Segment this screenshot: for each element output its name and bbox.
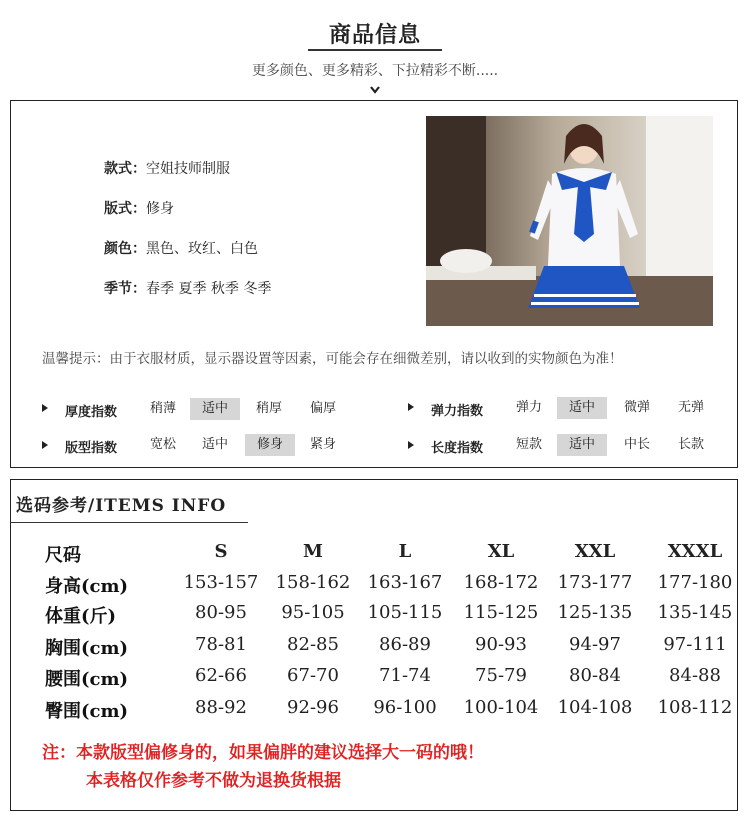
size-cell: 115-125 [463,602,539,623]
size-cell: 62-66 [195,665,247,686]
size-cell: 163-167 [367,572,443,593]
size-cell: 97-111 [663,634,727,655]
section-title: 商品信息 [328,23,421,48]
arrow-right-icon [408,403,414,411]
spec-season: 季节：春季 夏季 秋季 冬季 [104,281,272,297]
size-cell: 82-85 [287,634,339,655]
measure-label: 身高(cm) [45,576,129,597]
index-option: 紧身 [309,437,336,452]
size-column-header: XXXL [667,541,723,562]
index-row-length [408,434,728,456]
arrow-right-icon [42,404,48,412]
size-column-header: XL [487,541,515,562]
spec-fit: 版式：修身 [104,201,174,217]
fit-note: 注：本款版型偏修身的，如果偏胖的建议选择大一码的哦！ [42,743,484,763]
index-label: 厚度指数 [65,405,118,420]
measure-label: 体重(斤) [45,606,117,627]
arrow-right-icon [42,441,48,449]
index-option: 短款 [515,437,542,452]
size-cell: 86-89 [379,634,431,655]
spec-color: 颜色：黑色、玫红、白色 [104,241,258,257]
size-cell: 75-79 [475,665,527,686]
size-cell: 125-135 [557,602,633,623]
product-photo [426,116,713,326]
size-cell: 90-93 [475,634,527,655]
size-cell: 168-172 [463,572,539,593]
index-option: 偏厚 [309,401,336,416]
size-cell: 84-88 [669,665,721,686]
size-cell: 177-180 [657,572,733,593]
index-row-elasticity [408,397,728,419]
size-column-header: S [214,541,228,562]
size-cell: 158-162 [275,572,351,593]
index-row-thickness [42,398,362,420]
measure-label: 胸围(cm) [45,638,129,659]
title-underline [308,49,442,51]
index-option-selected: 修身 [245,434,295,456]
size-cell: 67-70 [287,665,339,686]
size-cell: 153-157 [183,572,259,593]
size-cell: 135-145 [657,602,733,623]
size-cell: 92-96 [287,697,339,718]
index-option: 长款 [677,437,704,452]
size-cell: 80-95 [195,602,247,623]
notice-text: 温馨提示：由于衣服材质，显示器设置等因素，可能会存在细微差别，请以收到的实物颜色为准！ [42,351,623,367]
size-cell: 94-97 [569,634,621,655]
size-cell: 100-104 [463,697,539,718]
index-option: 弹力 [515,400,542,415]
size-cell: 104-108 [557,697,633,718]
chevron-down-icon [369,84,381,96]
index-option: 适中 [201,437,228,452]
measure-label: 腰围(cm) [45,669,129,690]
index-option-selected: 适中 [557,434,607,456]
measure-label: 臀围(cm) [45,701,129,722]
size-cell: 88-92 [195,697,247,718]
size-cell: 80-84 [569,665,621,686]
size-header-label: 尺码 [45,545,81,566]
index-option: 微弹 [623,400,650,415]
index-label: 长度指数 [431,441,484,456]
index-label: 弹力指数 [431,404,484,419]
index-option: 稍厚 [255,401,282,416]
size-cell: 108-112 [657,697,733,718]
size-column-header: M [303,541,323,562]
index-option: 无弹 [677,400,704,415]
index-row-fit [42,434,362,456]
size-column-header: XXL [574,541,616,562]
index-option: 中长 [623,437,650,452]
size-cell: 78-81 [195,634,247,655]
size-cell: 105-115 [367,602,443,623]
size-table-title: 选码参考/ITEMS INFO [16,496,227,516]
index-option: 宽松 [149,437,176,452]
size-cell: 95-105 [281,602,345,623]
index-option-selected: 适中 [190,398,240,420]
section-subtitle: 更多颜色、更多精彩、下拉精彩不断..... [251,63,499,79]
index-option-selected: 适中 [557,397,607,419]
spec-style: 款式：空姐技师制服 [104,161,230,177]
index-label: 版型指数 [65,441,118,456]
reference-note: 本表格仅作参考不做为退换货根据 [86,771,341,791]
size-table-title-underline [10,522,248,523]
size-cell: 71-74 [379,665,431,686]
arrow-right-icon [408,441,414,449]
size-column-header: L [398,541,412,562]
index-option: 稍薄 [149,401,176,416]
size-cell: 96-100 [373,697,437,718]
size-cell: 173-177 [557,572,633,593]
